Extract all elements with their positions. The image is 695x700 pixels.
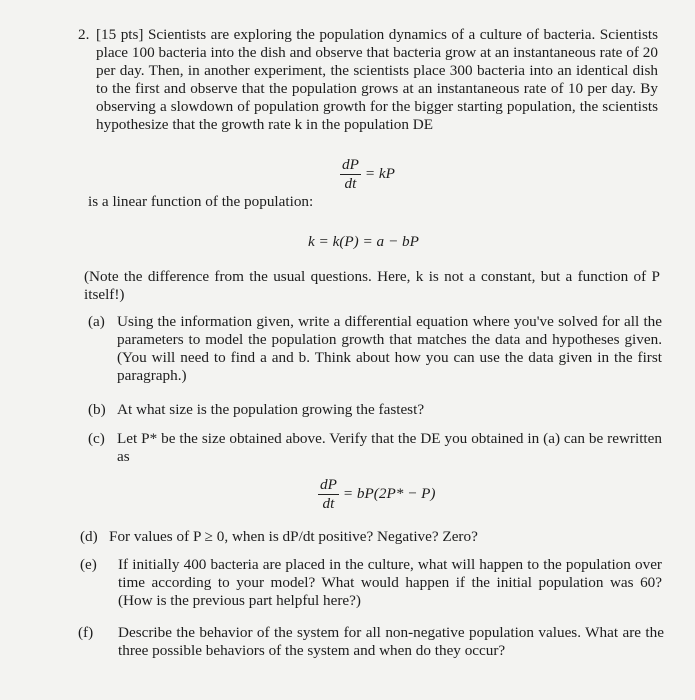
equation-k-linear: k = k(P) = a − bP [308,233,419,250]
part-f [78,624,664,660]
eq1-rhs: = kP [364,164,395,182]
part-e [80,556,662,610]
eq3-rhs: = bP(2P* − P) [342,484,436,502]
problem-number: 2. [78,26,90,43]
eq3-numerator: dP [320,476,337,493]
eq1-numerator: dP [342,156,359,173]
eq1-denominator: dt [344,175,357,192]
part-c [88,430,662,466]
part-label: (f) [78,624,94,641]
equation-rewritten [318,476,436,513]
part-text: For values of P ≥ 0, when is dP/dt positive? Negative? Zero? [109,528,478,545]
part-text: At what size is the population growing the fastest? [117,401,425,418]
part-text: Let P* be the size obtained above. Verify that the DE you obtained in (a) can be rewritten as [117,430,662,465]
part-text: If initially 400 bacteria are placed in the culture, what will happen to the population over time according to your model? What would happen if the initial population was 60? (How is the previous part helpful here?) [118,556,662,609]
part-label: (c) [88,430,105,447]
part-label: (e) [80,556,97,573]
part-b [88,401,662,419]
part-label: (a) [88,313,105,330]
linear-text: is a linear function of the population: [88,193,314,210]
part-text: Using the information given, write a differential equation where you've solved for all the parameters to model the population growth that matches the data and hypotheses given. (You will need to find a and b. Think about how you can use the data given in the first paragraph.) [117,313,662,384]
note-text: (Note the difference from the usual questions. Here, k is not a constant, but a function of P itself!) [84,268,660,303]
part-label: (d) [80,528,98,545]
equation-dp-dt-kp [340,156,395,193]
part-d [80,528,654,546]
part-text: Describe the behavior of the system for all non-negative population values. What are the three possible behaviors of the system and when do they occur? [118,624,664,659]
eq3-denominator: dt [322,495,335,512]
part-label: (b) [88,401,106,418]
part-a [88,313,662,385]
problem-intro: [15 pts] Scientists are exploring the population dynamics of a culture of bacteria. Scientists place 100 bacteria into the dish and observe that bacteria grow at an instantaneous rate of 20 per day. Then, in another experiment, the scientists place 300 bacteria into an identical dish to the first and observe that the population grows at an instantaneous rate of 10 per day. By observing a slowdown of population growth for the bigger starting population, the scientists hypothesize that the growth rate k in the population DE [96,26,658,133]
